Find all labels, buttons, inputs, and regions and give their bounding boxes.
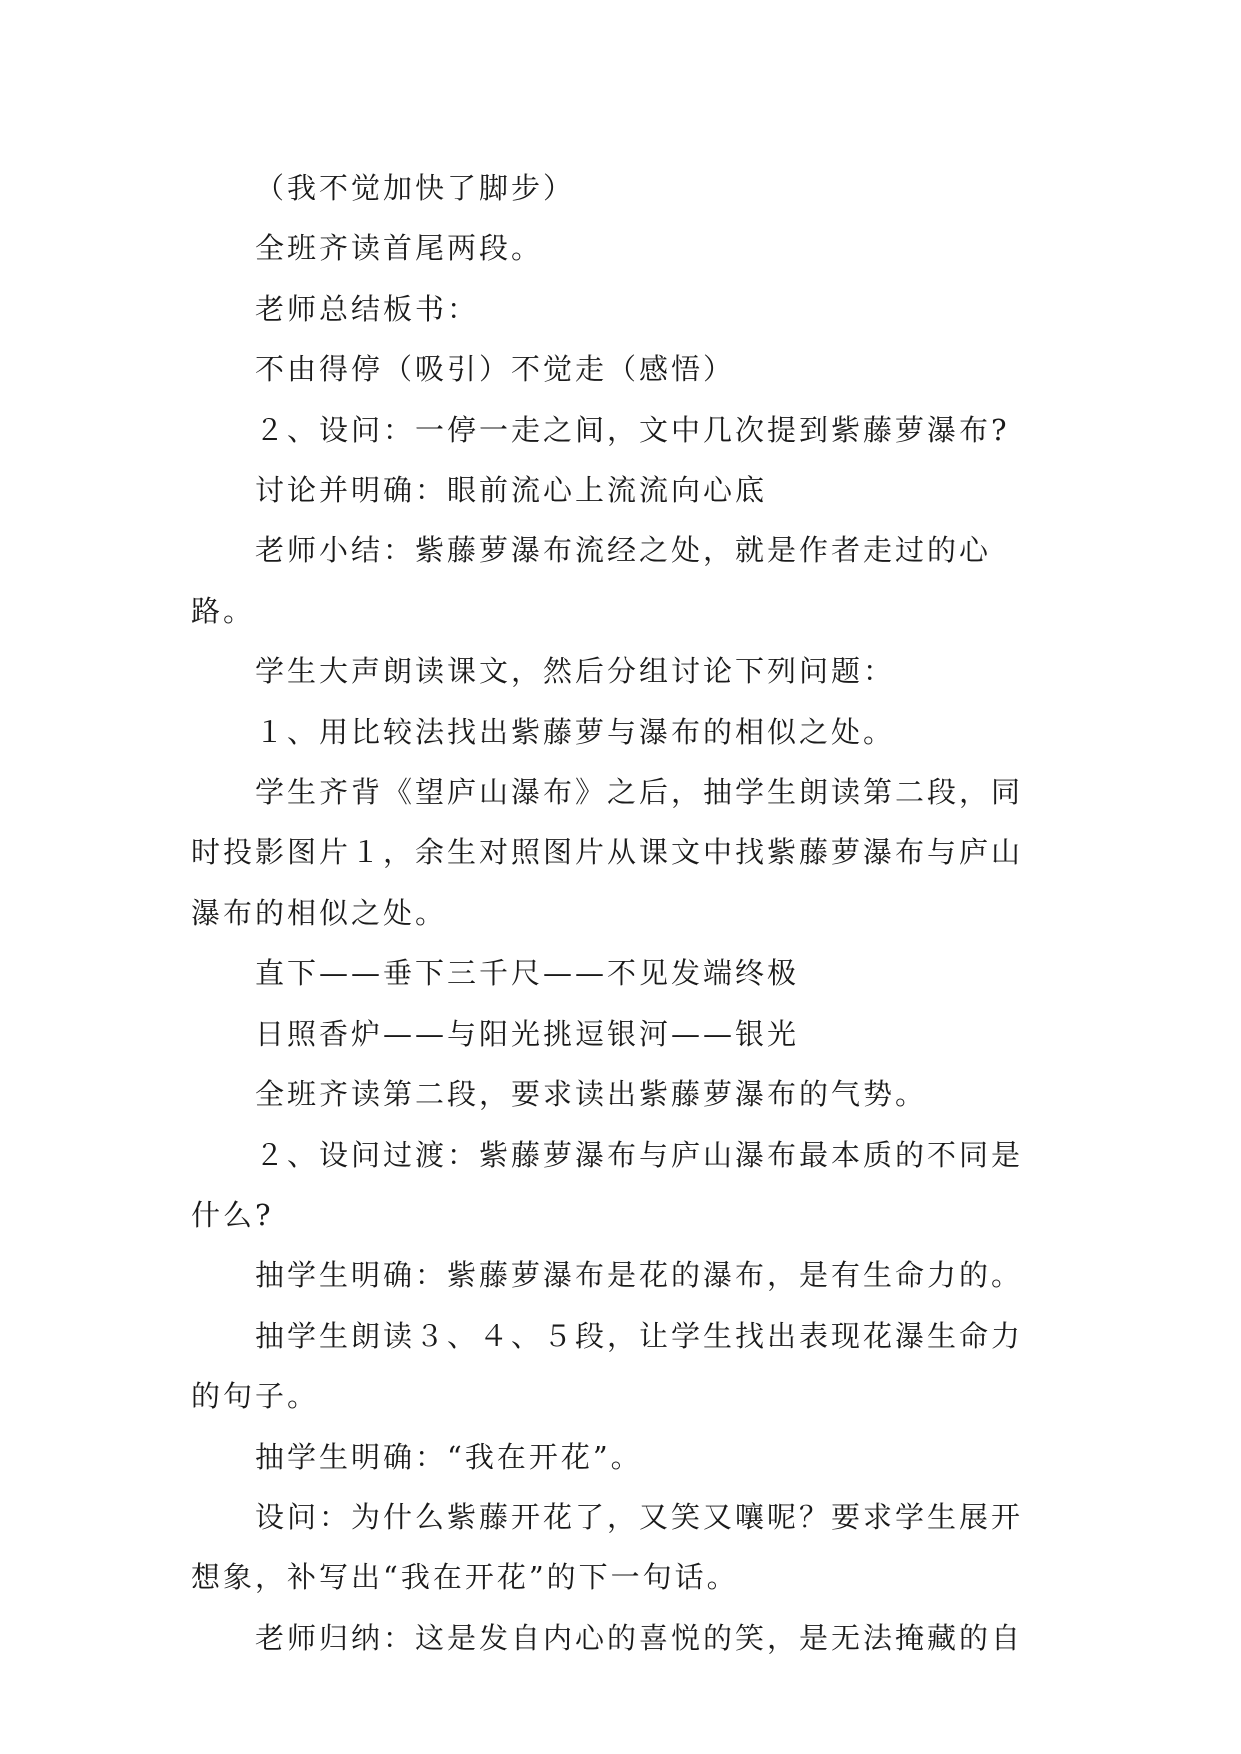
- paragraph: １、用比较法找出紫藤萝与瀑布的相似之处。: [255, 714, 896, 749]
- paragraph: ２、设问：一停一走之间，文中几次提到紫藤萝瀑布?: [255, 412, 1010, 447]
- paragraph: 全班齐读首尾两段。: [255, 231, 544, 266]
- paragraph: 不由得停（吸引）不觉走（感悟）: [255, 352, 736, 387]
- paragraph: 抽学生明确：紫藤萝瀑布是花的瀑布，是有生命力的。: [255, 1258, 1024, 1293]
- paragraph: 抽学生朗读３、４、５段，让学生找出表现花瀑生命力的句子。: [191, 1318, 1024, 1414]
- paragraph: 老师小结：紫藤萝瀑布流经之处，就是作者走过的心路。: [191, 533, 992, 628]
- paragraph: 抽学生明确：“我在开花”。: [255, 1439, 643, 1474]
- paragraph: 设问：为什么紫藤开花了，又笑又嚷呢？要求学生展开想象，补写出“我在开花”的下一句话。: [191, 1499, 1024, 1595]
- paragraph: 讨论并明确：眼前流心上流流向心底: [255, 473, 768, 508]
- paragraph: 老师归纳：这是发自内心的喜悦的笑，是无法掩藏的自: [255, 1620, 1024, 1655]
- paragraph: 全班齐读第二段，要求读出紫藤萝瀑布的气势。: [255, 1077, 928, 1112]
- paragraph: （我不觉加快了脚步）: [255, 171, 576, 205]
- paragraph: ２、设问过渡：紫藤萝瀑布与庐山瀑布最本质的不同是什么?: [191, 1137, 1024, 1232]
- document-body: [191, 158, 1051, 1668]
- paragraph: 直下——垂下三千尺——不见发端终极: [255, 956, 800, 991]
- paragraph: 学生齐背《望庐山瀑布》之后，抽学生朗读第二段，同时投影图片１，余生对照图片从课文中找紫藤萝瀑布与庐山瀑布的相似之处。: [191, 775, 1024, 930]
- paragraph: 老师总结板书：: [255, 291, 480, 326]
- paragraph: 日照香炉——与阳光挑逗银河——银光: [255, 1016, 800, 1051]
- paragraph: 学生大声朗读课文，然后分组讨论下列问题：: [255, 654, 896, 689]
